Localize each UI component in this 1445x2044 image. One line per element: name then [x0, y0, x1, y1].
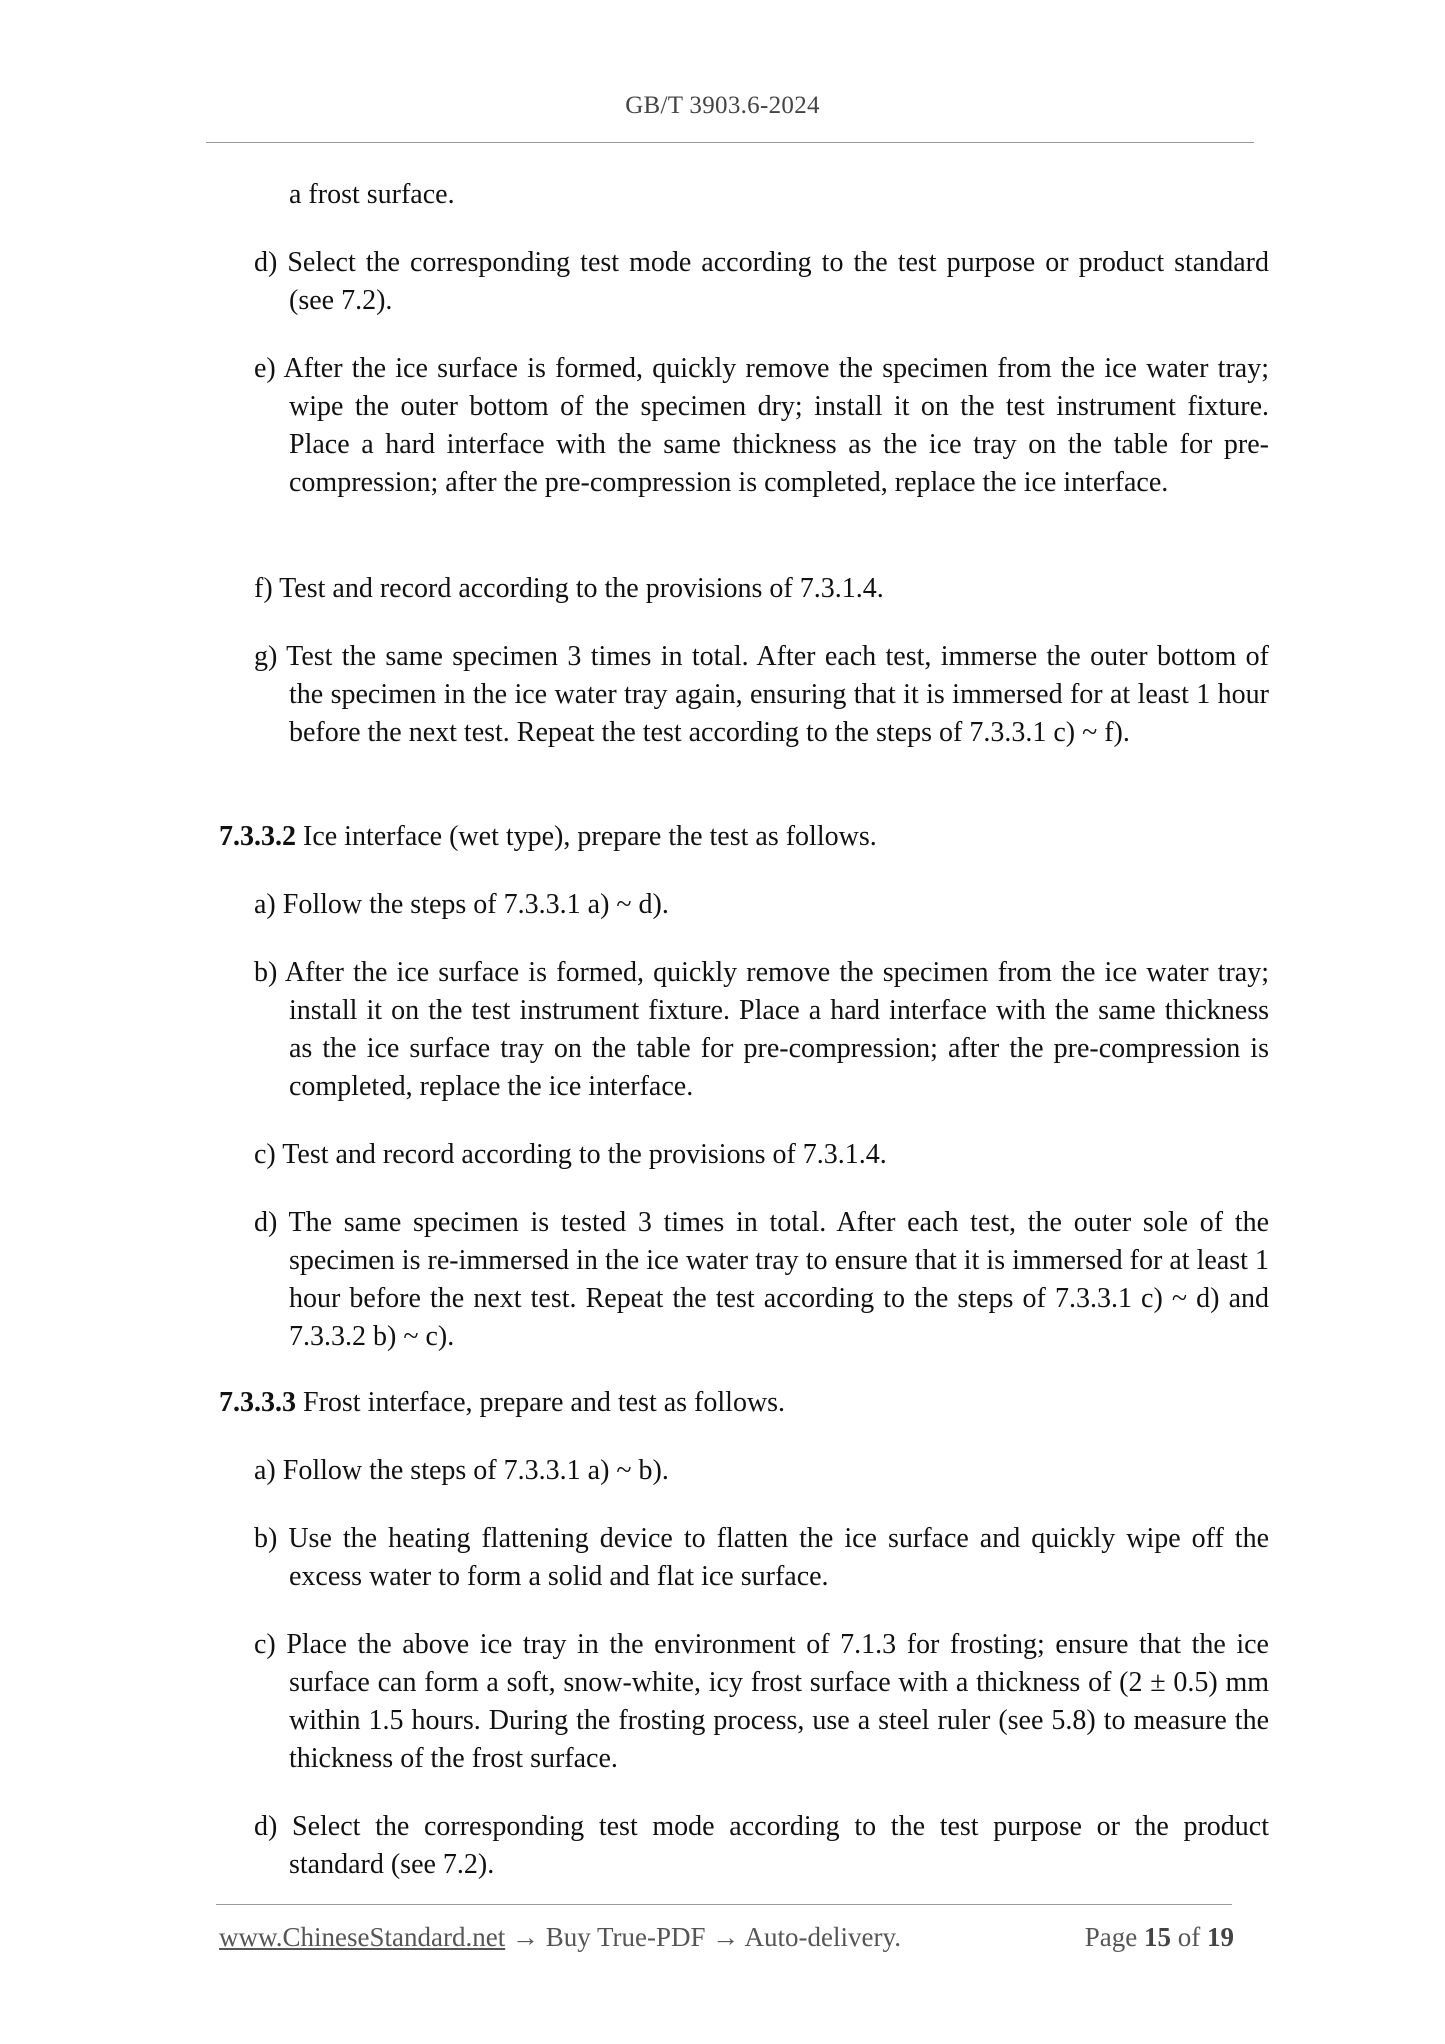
list-item-a-7333: a) Follow the steps of 7.3.3.1 a) ~ b). — [254, 1455, 669, 1486]
list-item-g-7331: g) Test the same specimen 3 times in total. After each test, immerse the outer bottom of the specimen in the ice water tray again, ensuring that it is immersed for at least 1 hour before the next test. Repeat the test according to the steps of 7.3.3.1 c) ~ f). — [254, 641, 1269, 748]
list-item-d-7331: d) Select the corresponding test mode according to the test purpose or product standard (see 7.2). — [254, 247, 1269, 316]
list-item-e-7331: e) After the ice surface is formed, quickly remove the specimen from the ice water tray; wipe the outer bottom of the specimen dry; install it on the test instrument fixture. Place a hard interface with the same thickness as the ice tray on the table for pre-compression; after the pre-compression is completed, replace the ice interface. — [254, 353, 1269, 498]
list-item-d-7333: d) Select the corresponding test mode according to the test purpose or the product standard (see 7.2). — [254, 1811, 1269, 1880]
footer-promo — [219, 1922, 901, 1953]
list-item-f-7331: f) Test and record according to the provisions of 7.3.1.4. — [254, 573, 884, 604]
list-item-a-7332: a) Follow the steps of 7.3.3.1 a) ~ d). — [254, 889, 669, 920]
clause-7333 — [219, 1384, 1234, 1422]
page-total: 19 — [1207, 1922, 1234, 1952]
list-item-c-7333: c) Place the above ice tray in the environment of 7.1.3 for frosting; ensure that the ice surface can form a soft, snow-white, icy frost surface with a thickness of (2 ± 0.5) mm within 1.5 hours. During the frosting process, use a steel ruler (see 5.8) to measure the thickness of the frost surface. — [254, 1629, 1269, 1774]
header-divider — [206, 142, 1254, 143]
continuation-text: a frost surface. — [289, 179, 455, 210]
clause-number: 7.3.3.3 — [219, 1387, 296, 1418]
clause-text: Frost interface, prepare and test as follows. — [296, 1387, 786, 1418]
footer-divider — [216, 1904, 1232, 1905]
clause-number: 7.3.3.2 — [219, 821, 296, 852]
list-item-c-7332: c) Test and record according to the provisions of 7.3.1.4. — [254, 1139, 887, 1170]
clause-text: Ice interface (wet type), prepare the test as follows. — [296, 821, 877, 852]
footer-tagline: → Buy True-PDF → Auto-delivery. — [505, 1922, 901, 1952]
clause-7332 — [219, 818, 1234, 856]
page-number: Page 15 of 19 — [1084, 1922, 1234, 1952]
page-current: 15 — [1144, 1922, 1171, 1952]
list-item-b-7333: b) Use the heating flattening device to flatten the ice surface and quickly wipe off the excess water to form a solid and flat ice surface. — [254, 1523, 1269, 1592]
page-header: GB/T 3903.6-2024 — [625, 92, 820, 119]
site-link[interactable]: www.ChineseStandard.net — [219, 1922, 506, 1952]
list-item-b-7332: b) After the ice surface is formed, quickly remove the specimen from the ice water tray; install it on the test instrument fixture. Place a hard interface with the same thickness as the ice surface tray on the table for pre-compression; after the pre-compression is completed, replace the ice interface. — [254, 957, 1269, 1102]
list-item-d-7332: d) The same specimen is tested 3 times in total. After each test, the outer sole of the specimen is re-immersed in the ice water tray to ensure that it is immersed for at least 1 hour before the next test. Repeat the test according to the steps of 7.3.3.1 c) ~ d) and 7.3.3.2 b) ~ c). — [254, 1207, 1269, 1352]
